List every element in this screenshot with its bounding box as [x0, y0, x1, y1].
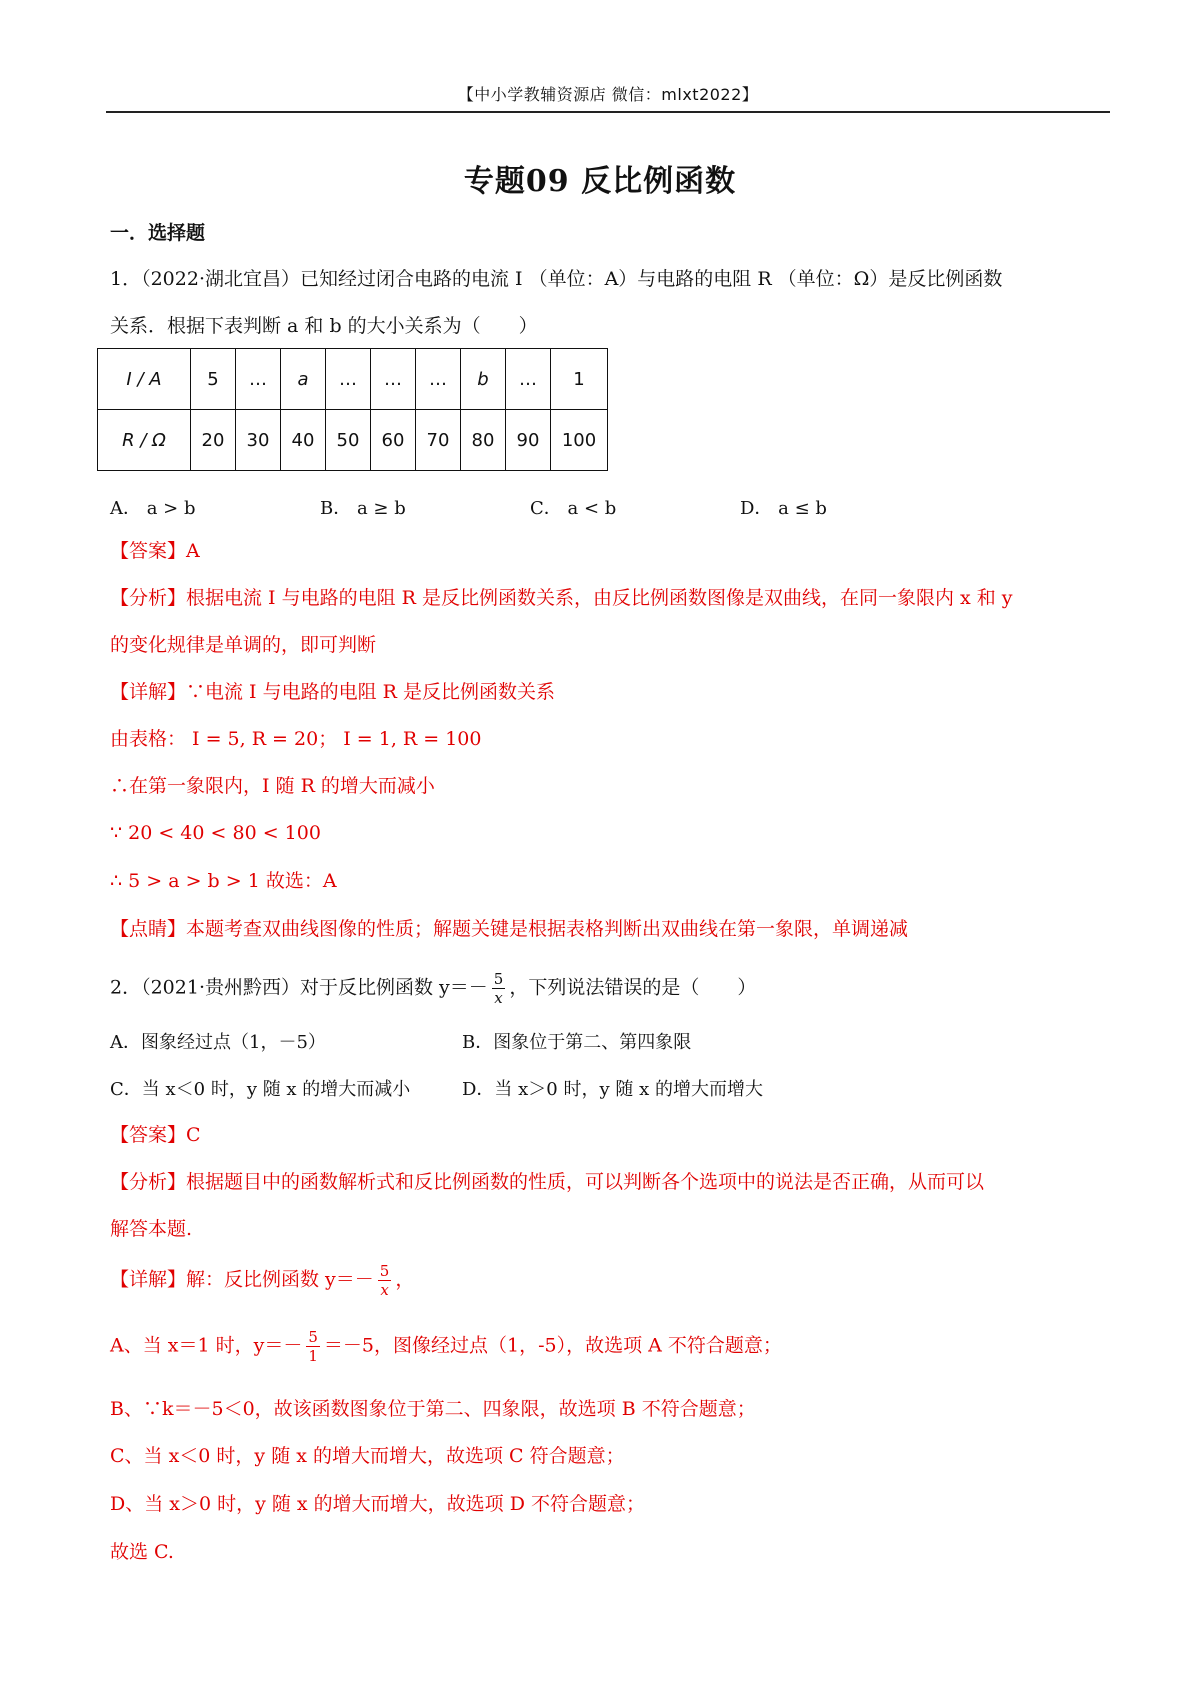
q2-option-d: D．当 x＞0 时，y 随 x 的增大而增大	[462, 1079, 763, 1100]
q2-detail-fraction	[378, 1262, 392, 1299]
table-row	[98, 410, 608, 471]
table-cell: I / A	[98, 349, 191, 410]
q2-detail-prefix: 【详解】解：反比例函数 y＝－	[110, 1268, 374, 1291]
q1-option-c: C． a < b	[530, 498, 617, 519]
table-cell: 60	[371, 410, 416, 471]
q2-stem-suffix: ，下列说法错误的是（ ）	[509, 976, 757, 999]
table-cell: …	[506, 349, 551, 410]
q2-detail-line1	[110, 1262, 414, 1299]
q2-stem	[110, 970, 756, 1007]
q2-stem-fraction	[492, 970, 506, 1007]
table-cell: 70	[416, 410, 461, 471]
q2-line-a	[110, 1328, 782, 1365]
q2-analysis-line2: 解答本题.	[110, 1218, 193, 1240]
q2-line-a-prefix: A、当 x＝1 时，y＝－	[110, 1334, 303, 1357]
fraction-denominator: x	[380, 1281, 389, 1299]
fraction-denominator: 1	[308, 1347, 318, 1365]
table-cell: 5	[191, 349, 236, 410]
table-cell: 90	[506, 410, 551, 471]
q1-data-table	[97, 348, 608, 471]
fraction-numerator: 5	[308, 1328, 318, 1346]
table-cell: …	[326, 349, 371, 410]
q2-conclusion: 故选 C.	[110, 1541, 174, 1563]
table-cell: 20	[191, 410, 236, 471]
q2-line-d: D、当 x＞0 时，y 随 x 的增大而增大，故选项 D 不符合题意；	[110, 1493, 645, 1515]
q2-stem-prefix: 2．（2021·贵州黔西）对于反比例函数 y＝－	[110, 976, 488, 999]
q1-stem-line1: 1．（2022·湖北宜昌）已知经过闭合电路的电流 I （单位：A）与电路的电阻 R （单位：Ω）是反比例函数	[110, 268, 1003, 290]
fraction-numerator: 5	[493, 970, 504, 988]
q2-option-a: A．图象经过点（1，－5）	[110, 1032, 326, 1053]
q1-stem-line2: 关系．根据下表判断 a 和 b 的大小关系为（ ）	[110, 315, 538, 337]
q2-line-b: B、∵k＝－5＜0，故该函数图象位于第二、四象限，故选项 B 不符合题意；	[110, 1398, 756, 1420]
table-cell: 80	[461, 410, 506, 471]
fraction-numerator: 5	[379, 1262, 390, 1280]
table-cell: …	[236, 349, 281, 410]
table-cell: 30	[236, 410, 281, 471]
q1-detail-line3: ∴在第一象限内，I 随 R 的增大而减小	[110, 775, 435, 797]
fraction-denominator: x	[494, 989, 503, 1007]
q2-analysis-line1: 【分析】根据题目中的函数解析式和反比例函数的性质，可以判断各个选项中的说法是否正确，从而可以	[110, 1171, 985, 1193]
q2-option-c: C．当 x＜0 时，y 随 x 的增大而减小	[110, 1079, 411, 1100]
page-header: 【中小学教辅资源店 微信：mlxt2022】	[457, 85, 759, 104]
q2-line-c: C、当 x＜0 时，y 随 x 的增大而增大，故选项 C 符合题意；	[110, 1445, 625, 1467]
q1-option-a: A． a > b	[110, 498, 196, 519]
q1-analysis-line2: 的变化规律是单调的，即可判断	[110, 634, 377, 656]
section-heading: 一．选择题	[110, 222, 206, 244]
q1-option-d: D． a ≤ b	[740, 498, 827, 519]
q1-detail-line5: ∴ 5 > a > b > 1 故选：A	[110, 870, 337, 892]
q1-answer: 【答案】A	[110, 540, 200, 562]
document-title: 专题09 反比例函数	[463, 164, 737, 199]
table-cell: 40	[281, 410, 326, 471]
q2-option-b: B．图象位于第二、第四象限	[462, 1032, 692, 1053]
q1-comment: 【点睛】本题考查双曲线图像的性质；解题关键是根据表格判断出双曲线在第一象限，单调递减	[110, 918, 909, 940]
q1-analysis-line1: 【分析】根据电流 I 与电路的电阻 R 是反比例函数关系，由反比例函数图像是双曲线，在同一象限内 x 和 y	[110, 587, 1013, 609]
table-cell: b	[461, 349, 506, 410]
table-cell: …	[416, 349, 461, 410]
table-cell: 100	[551, 410, 608, 471]
table-cell: 50	[326, 410, 371, 471]
table-row	[98, 349, 608, 410]
q2-answer: 【答案】C	[110, 1124, 201, 1146]
header-divider	[106, 111, 1110, 113]
table-cell: a	[281, 349, 326, 410]
table-cell: 1	[551, 349, 608, 410]
q2-line-a-fraction	[306, 1328, 320, 1365]
q1-detail-line1: 【详解】∵电流 I 与电路的电阻 R 是反比例函数关系	[110, 681, 555, 703]
q2-line-a-suffix: ＝－5，图像经过点（1，-5），故选项 A 不符合题意；	[323, 1334, 782, 1357]
q1-detail-line2: 由表格： I = 5, R = 20； I = 1, R = 100	[110, 728, 482, 750]
q1-detail-line4: ∵ 20 < 40 < 80 < 100	[110, 822, 321, 844]
table-cell: R / Ω	[98, 410, 191, 471]
q1-option-b: B． a ≥ b	[320, 498, 406, 519]
table-cell: …	[371, 349, 416, 410]
q2-detail-suffix: ，	[395, 1268, 415, 1291]
